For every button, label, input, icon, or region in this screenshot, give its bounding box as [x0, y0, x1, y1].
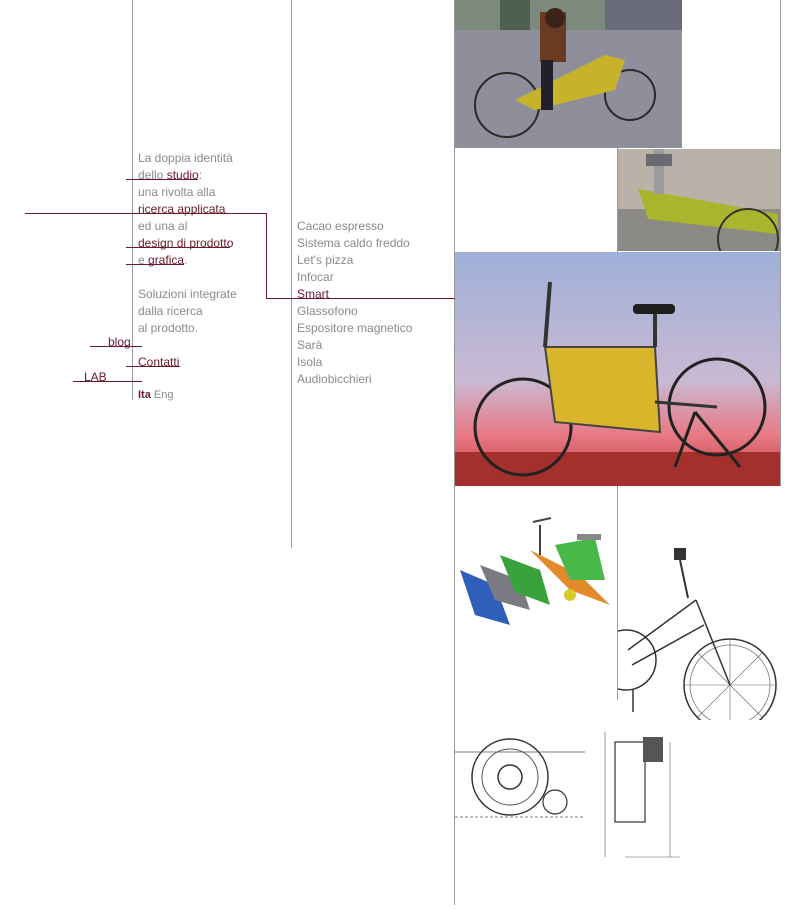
blog-link[interactable]: blog: [108, 335, 131, 349]
photo-rider-bike: [455, 0, 682, 148]
project-item[interactable]: Sistema caldo freddo: [297, 236, 410, 250]
intro-text-fragment: dello: [138, 168, 167, 182]
project-item[interactable]: Isola: [297, 355, 323, 369]
intro-text-fragment: e: [138, 253, 149, 267]
grafica-link[interactable]: grafica: [148, 253, 185, 267]
intro-text-fragment: :: [198, 168, 203, 182]
language-eng[interactable]: Eng: [153, 389, 174, 401]
drawing-mechanism: [455, 712, 685, 862]
intro-line: al prodotto.: [138, 321, 199, 335]
intro-line: [138, 201, 237, 218]
photo-yellow-bike: [455, 252, 780, 486]
project-item[interactable]: Glassofono: [297, 304, 358, 318]
project-item[interactable]: Espositore magnetico: [297, 321, 413, 335]
spacer: [138, 269, 237, 286]
grid-line-1: [132, 0, 133, 400]
lab-link[interactable]: LAB: [84, 370, 107, 384]
intro-text: [138, 150, 237, 337]
project-item[interactable]: Cacao espresso: [297, 219, 384, 233]
grid-line-5: [780, 0, 781, 486]
project-item[interactable]: Sarà: [297, 338, 323, 352]
studio-link[interactable]: studio: [166, 168, 199, 182]
connector-ricerca-drop: [266, 213, 267, 299]
language-switch: [138, 389, 173, 401]
intro-line: ed una al: [138, 219, 188, 233]
design-prodotto-link[interactable]: design di prodotto: [138, 236, 234, 250]
ricerca-applicata-link[interactable]: ricerca applicata: [138, 202, 226, 216]
project-item-active[interactable]: Smart: [297, 287, 330, 301]
project-menu: [297, 218, 412, 388]
intro-line: La doppia identità: [138, 151, 233, 165]
intro-line: Soluzioni integrate: [138, 287, 237, 301]
language-ita[interactable]: Ita: [138, 389, 151, 401]
intro-line: una rivolta alla: [138, 185, 216, 199]
intro-text-fragment: .: [184, 253, 188, 267]
project-item[interactable]: Audiobicchieri: [297, 372, 372, 386]
intro-line: [138, 252, 237, 269]
project-item[interactable]: Let's pizza: [297, 253, 354, 267]
render-frame-colors: [455, 510, 615, 635]
intro-line: [138, 235, 237, 252]
contatti-link[interactable]: Contatti: [138, 355, 180, 369]
photo-frame-detail: [618, 149, 780, 251]
drawing-bike-wireframe: [618, 540, 780, 720]
intro-line: dalla ricerca: [138, 304, 203, 318]
grid-line-2: [291, 0, 292, 548]
project-item[interactable]: Infocar: [297, 270, 334, 284]
intro-line: [138, 167, 237, 184]
